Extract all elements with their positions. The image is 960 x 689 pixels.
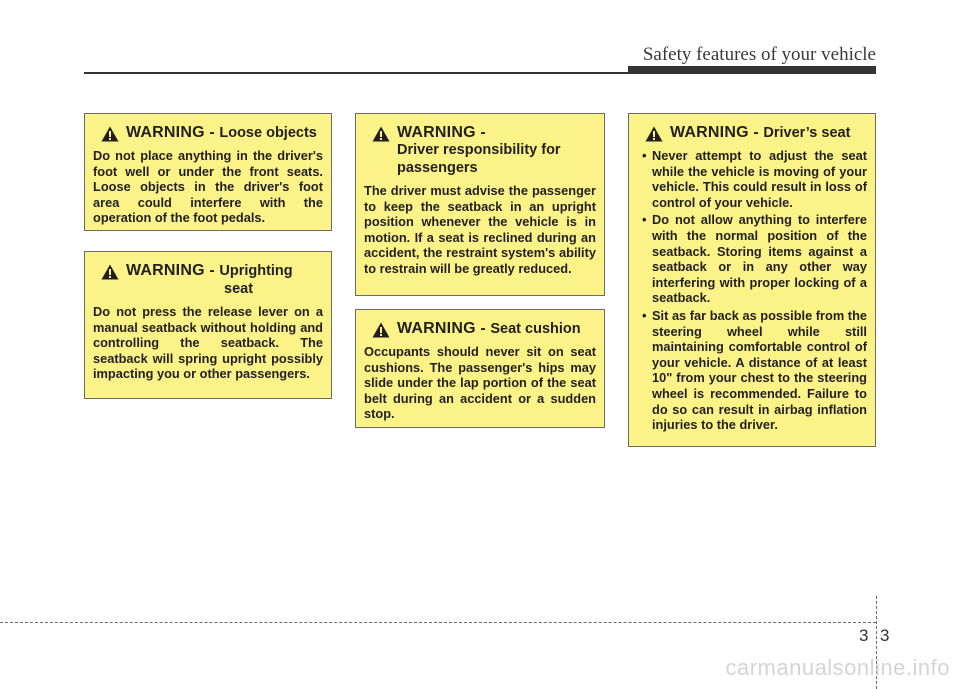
warning-body: Do not press the release lever on a manual seatback without holding and controlling the seatback. The seatback will spring upright possibly impacting you or other passengers. (93, 304, 323, 382)
warning-title (93, 124, 323, 142)
warning-bullet-list (637, 148, 867, 433)
warning-label: WARNING - (397, 320, 486, 337)
warning-box-loose-objects (84, 113, 332, 231)
warning-box-seat-cushion (355, 309, 605, 428)
warning-subject: Uprighting (219, 263, 293, 279)
warning-triangle-icon (372, 322, 390, 338)
section-title: Safety features of your vehicle (642, 44, 876, 65)
footer-rule (0, 622, 876, 623)
warning-triangle-icon (645, 126, 663, 142)
warning-title (364, 320, 596, 338)
warning-triangle-icon (372, 126, 390, 142)
watermark: carmanualsonline.info (725, 655, 950, 680)
warning-triangle-icon (101, 126, 119, 142)
warning-subject: Seat cushion (490, 321, 581, 337)
warning-label: WARNING - (670, 124, 759, 141)
chapter-number: 3 (859, 626, 869, 645)
list-item: • Sit as far back as possible from the steering wheel while still maintaining comfortable control of your vehicle. A distance of at least 10" from your chest to the steering wheel is recommended. Failure to do so can result in airbag inflation injuries to the driver. (637, 308, 867, 433)
warning-body: The driver must advise the passenger to keep the seatback in an upright position whenever the vehicle is in motion. If a seat is reclined during an accident, the restraint system's ability to restrain will be greatly reduced. (364, 183, 596, 276)
warning-box-uprighting-seat (84, 251, 332, 399)
warning-label: WARNING - (126, 124, 215, 141)
warning-title (637, 124, 867, 142)
warning-subject: Loose objects (219, 125, 317, 141)
warning-box-driver-responsibility (355, 113, 605, 296)
warning-title (364, 124, 596, 177)
warning-subject-continued: passengers (397, 160, 478, 176)
warning-body: Occupants should never sit on seat cushions. The passenger's hips may slide under the lap portion of the seat belt during an accident or a sudden stop. (364, 344, 596, 422)
warning-triangle-icon (101, 264, 119, 280)
header-rule-accent (628, 66, 876, 73)
warning-subject: Driver responsibility for (397, 142, 561, 158)
warning-label: WARNING - (397, 124, 486, 141)
list-item: • Do not allow anything to interfere with the normal position of the seatback. Storing items against a seatback or in any other way interfering with proper locking of a seatback. (637, 212, 867, 306)
page-number: 3 (880, 626, 890, 645)
warning-subject: Driver’s seat (763, 125, 851, 141)
warning-box-drivers-seat (628, 113, 876, 447)
warning-body: Do not place anything in the driver's foot well or under the front seats. Loose objects in the driver's foot area could interfere with the operation of the foot pedals. (93, 148, 323, 226)
list-item: • Never attempt to adjust the seat while the vehicle is moving of your vehicle. This could result in loss of control of your vehicle. (637, 148, 867, 210)
warning-label: WARNING - (126, 262, 215, 279)
warning-title (93, 262, 323, 298)
warning-subject-continued: seat (224, 281, 254, 297)
